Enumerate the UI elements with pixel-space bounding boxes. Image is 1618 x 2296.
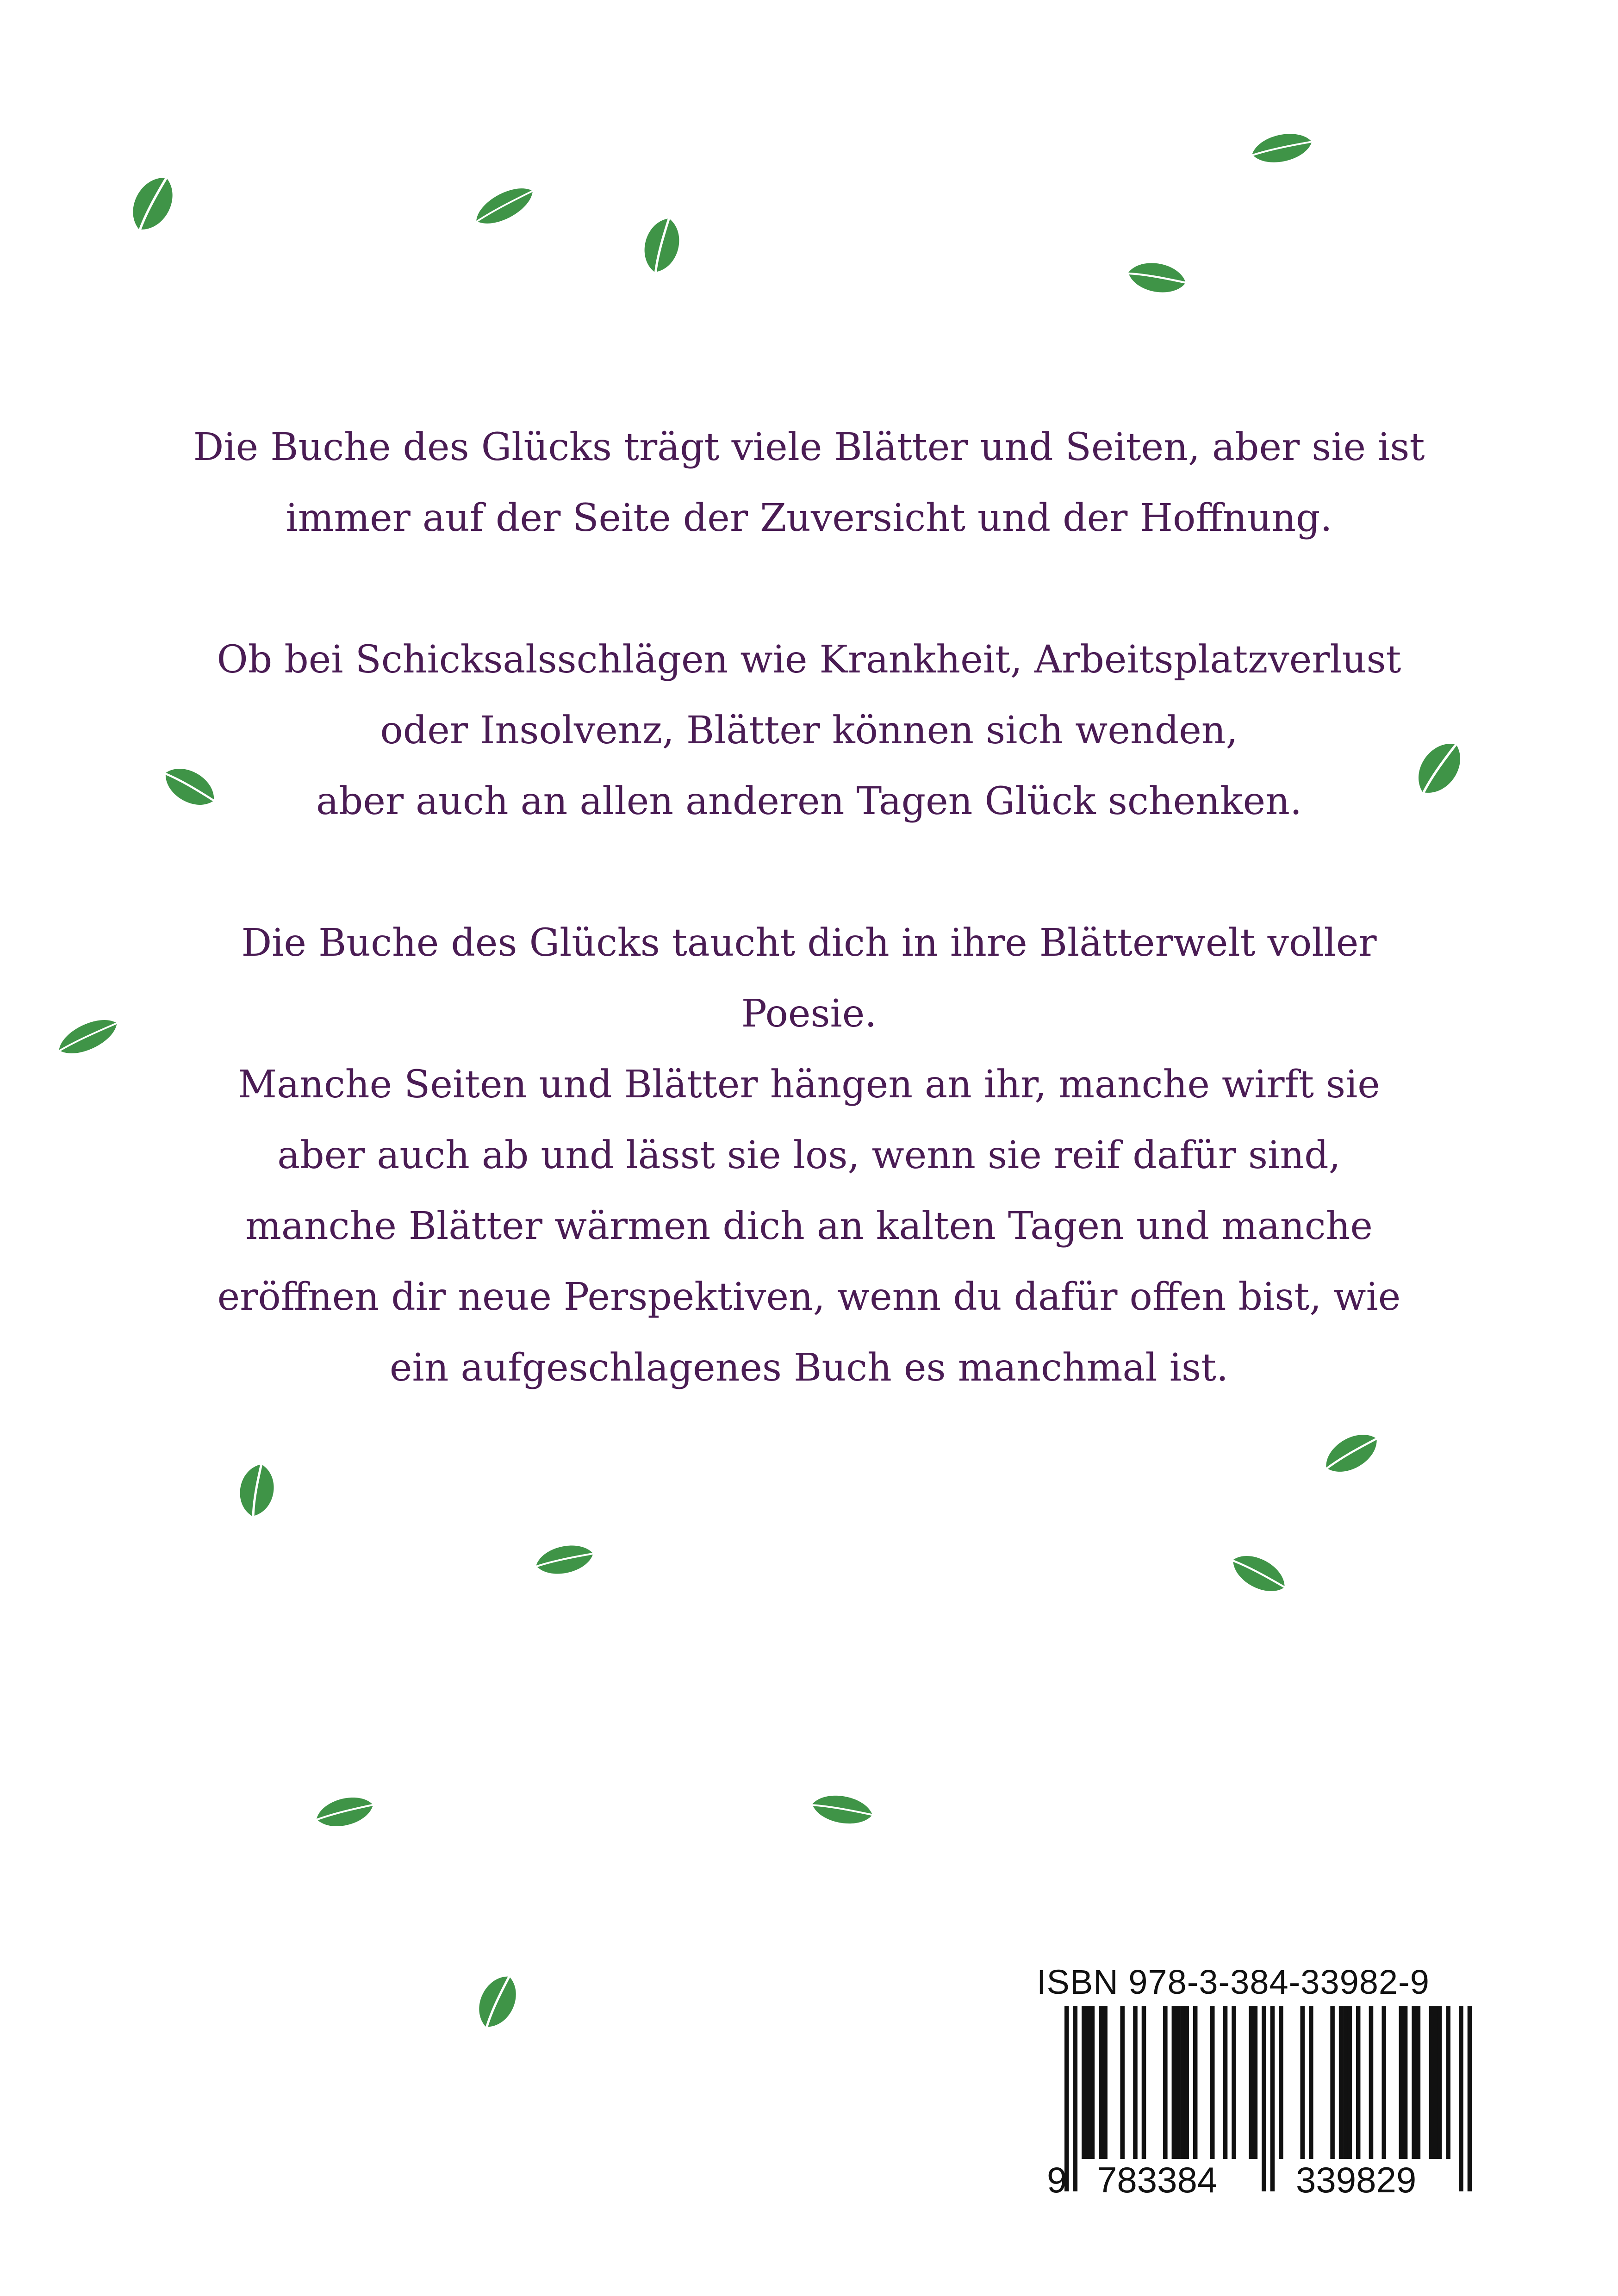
barcode-bar	[1309, 2006, 1313, 2159]
barcode-bar	[1270, 2006, 1275, 2191]
barcode-bar	[1099, 2006, 1103, 2159]
barcode-bar	[1300, 2006, 1305, 2159]
leaf-icon	[235, 1461, 278, 1524]
blurb-line: aber auch ab und lässt sie los, wenn sie reif dafür sind,	[277, 1133, 1341, 1177]
barcode-bar	[1330, 2006, 1335, 2159]
barcode-bar	[1446, 2006, 1450, 2159]
barcode-bar	[1412, 2006, 1416, 2159]
leaf-icon	[1221, 1544, 1292, 1600]
blurb-paragraph	[139, 412, 1479, 554]
barcode-digits-left: 783384	[1097, 2159, 1218, 2200]
barcode-bar	[1382, 2006, 1386, 2159]
barcode-bar	[1253, 2006, 1258, 2159]
blurb-line: ein aufgeschlagenes Buch es manchmal ist.	[389, 1346, 1229, 1390]
barcode-bar	[1262, 2006, 1266, 2191]
blurb-line: Manche Seiten und Blätter hängen an ihr, manche wirft sie	[238, 1063, 1380, 1107]
leaf-icon	[1120, 258, 1189, 297]
barcode-bar	[1339, 2006, 1344, 2159]
blurb-line: oder Insolvenz, Blätter können sich wenden,	[380, 709, 1238, 753]
barcode-bar	[1180, 2006, 1185, 2159]
barcode-bar	[1223, 2006, 1228, 2159]
barcode-bar	[1416, 2006, 1421, 2159]
blurb-line: Die Buche des Glücks taucht dich in ihre Blätterwelt voller	[241, 921, 1377, 965]
leaf-icon	[804, 1790, 876, 1828]
barcode-bar	[1232, 2006, 1236, 2159]
barcode-bar	[1193, 2006, 1198, 2159]
barcode-bar	[1120, 2006, 1125, 2159]
barcode-bar	[1090, 2006, 1095, 2159]
blurb-line: immer auf der Seite der Zuversicht und der Hoffnung.	[286, 496, 1332, 540]
blurb-line: Poesie.	[741, 992, 877, 1036]
barcode-bar	[1279, 2006, 1283, 2159]
barcode-bar	[1073, 2006, 1078, 2191]
barcode-bar	[1103, 2006, 1108, 2159]
blurb-line: eröffnen dir neue Perspektiven, wenn du dafür offen bist, wie	[217, 1275, 1401, 1319]
barcode-bar	[1347, 2006, 1352, 2159]
barcode-digits-right: 339829	[1296, 2159, 1417, 2200]
leaf-icon	[1313, 1425, 1385, 1483]
leaf-icon	[1244, 129, 1316, 169]
blurb-paragraph	[139, 908, 1479, 1403]
barcode-bar	[1210, 2006, 1215, 2159]
barcode-bar	[1176, 2006, 1181, 2159]
blurb-line: manche Blätter wärmen dich an kalten Tagen und manche	[245, 1204, 1373, 1248]
barcode-bar	[1184, 2006, 1189, 2159]
barcode-bar	[1249, 2006, 1253, 2159]
barcode-bar	[1343, 2006, 1348, 2159]
barcode-bar	[1438, 2006, 1442, 2159]
blurb-line: Die Buche des Glücks trägt viele Blätter und Seiten, aber sie ist	[193, 425, 1425, 469]
barcode-digit-first: 9	[1047, 2159, 1067, 2200]
barcode-bar	[1133, 2006, 1138, 2159]
barcode-bar	[1086, 2006, 1090, 2159]
barcode-bar	[1369, 2006, 1374, 2159]
barcode-bar	[1399, 2006, 1404, 2159]
barcode-bar	[1172, 2006, 1176, 2159]
leaf-icon	[48, 1011, 123, 1064]
barcode-bar	[1356, 2006, 1361, 2159]
barcode-bar	[1459, 2006, 1463, 2191]
blurb-line: Ob bei Schicksalsschlägen wie Krankheit, Arbeitsplatzverlust	[217, 638, 1401, 682]
barcode-bar	[1468, 2006, 1472, 2191]
barcode-bar	[1082, 2006, 1086, 2159]
blurb-paragraph	[139, 624, 1479, 837]
leaf-icon	[468, 1969, 525, 2039]
barcode-bar	[1429, 2006, 1433, 2159]
barcode-bar	[1163, 2006, 1168, 2159]
blurb-line: aber auch an allen anderen Tagen Glück schenken.	[316, 779, 1302, 823]
leaf-icon	[637, 213, 685, 282]
blurb-text	[139, 412, 1479, 1403]
leaf-icon	[465, 180, 539, 235]
barcode-bar	[1433, 2006, 1438, 2159]
leaf-icon	[308, 1792, 377, 1833]
leaf-icon	[121, 169, 182, 243]
isbn-label: ISBN 978-3-384-33982-9	[1037, 1963, 1430, 2001]
barcode-bar	[1403, 2006, 1408, 2159]
leaf-icon	[528, 1540, 597, 1580]
barcode-bar	[1142, 2006, 1146, 2159]
